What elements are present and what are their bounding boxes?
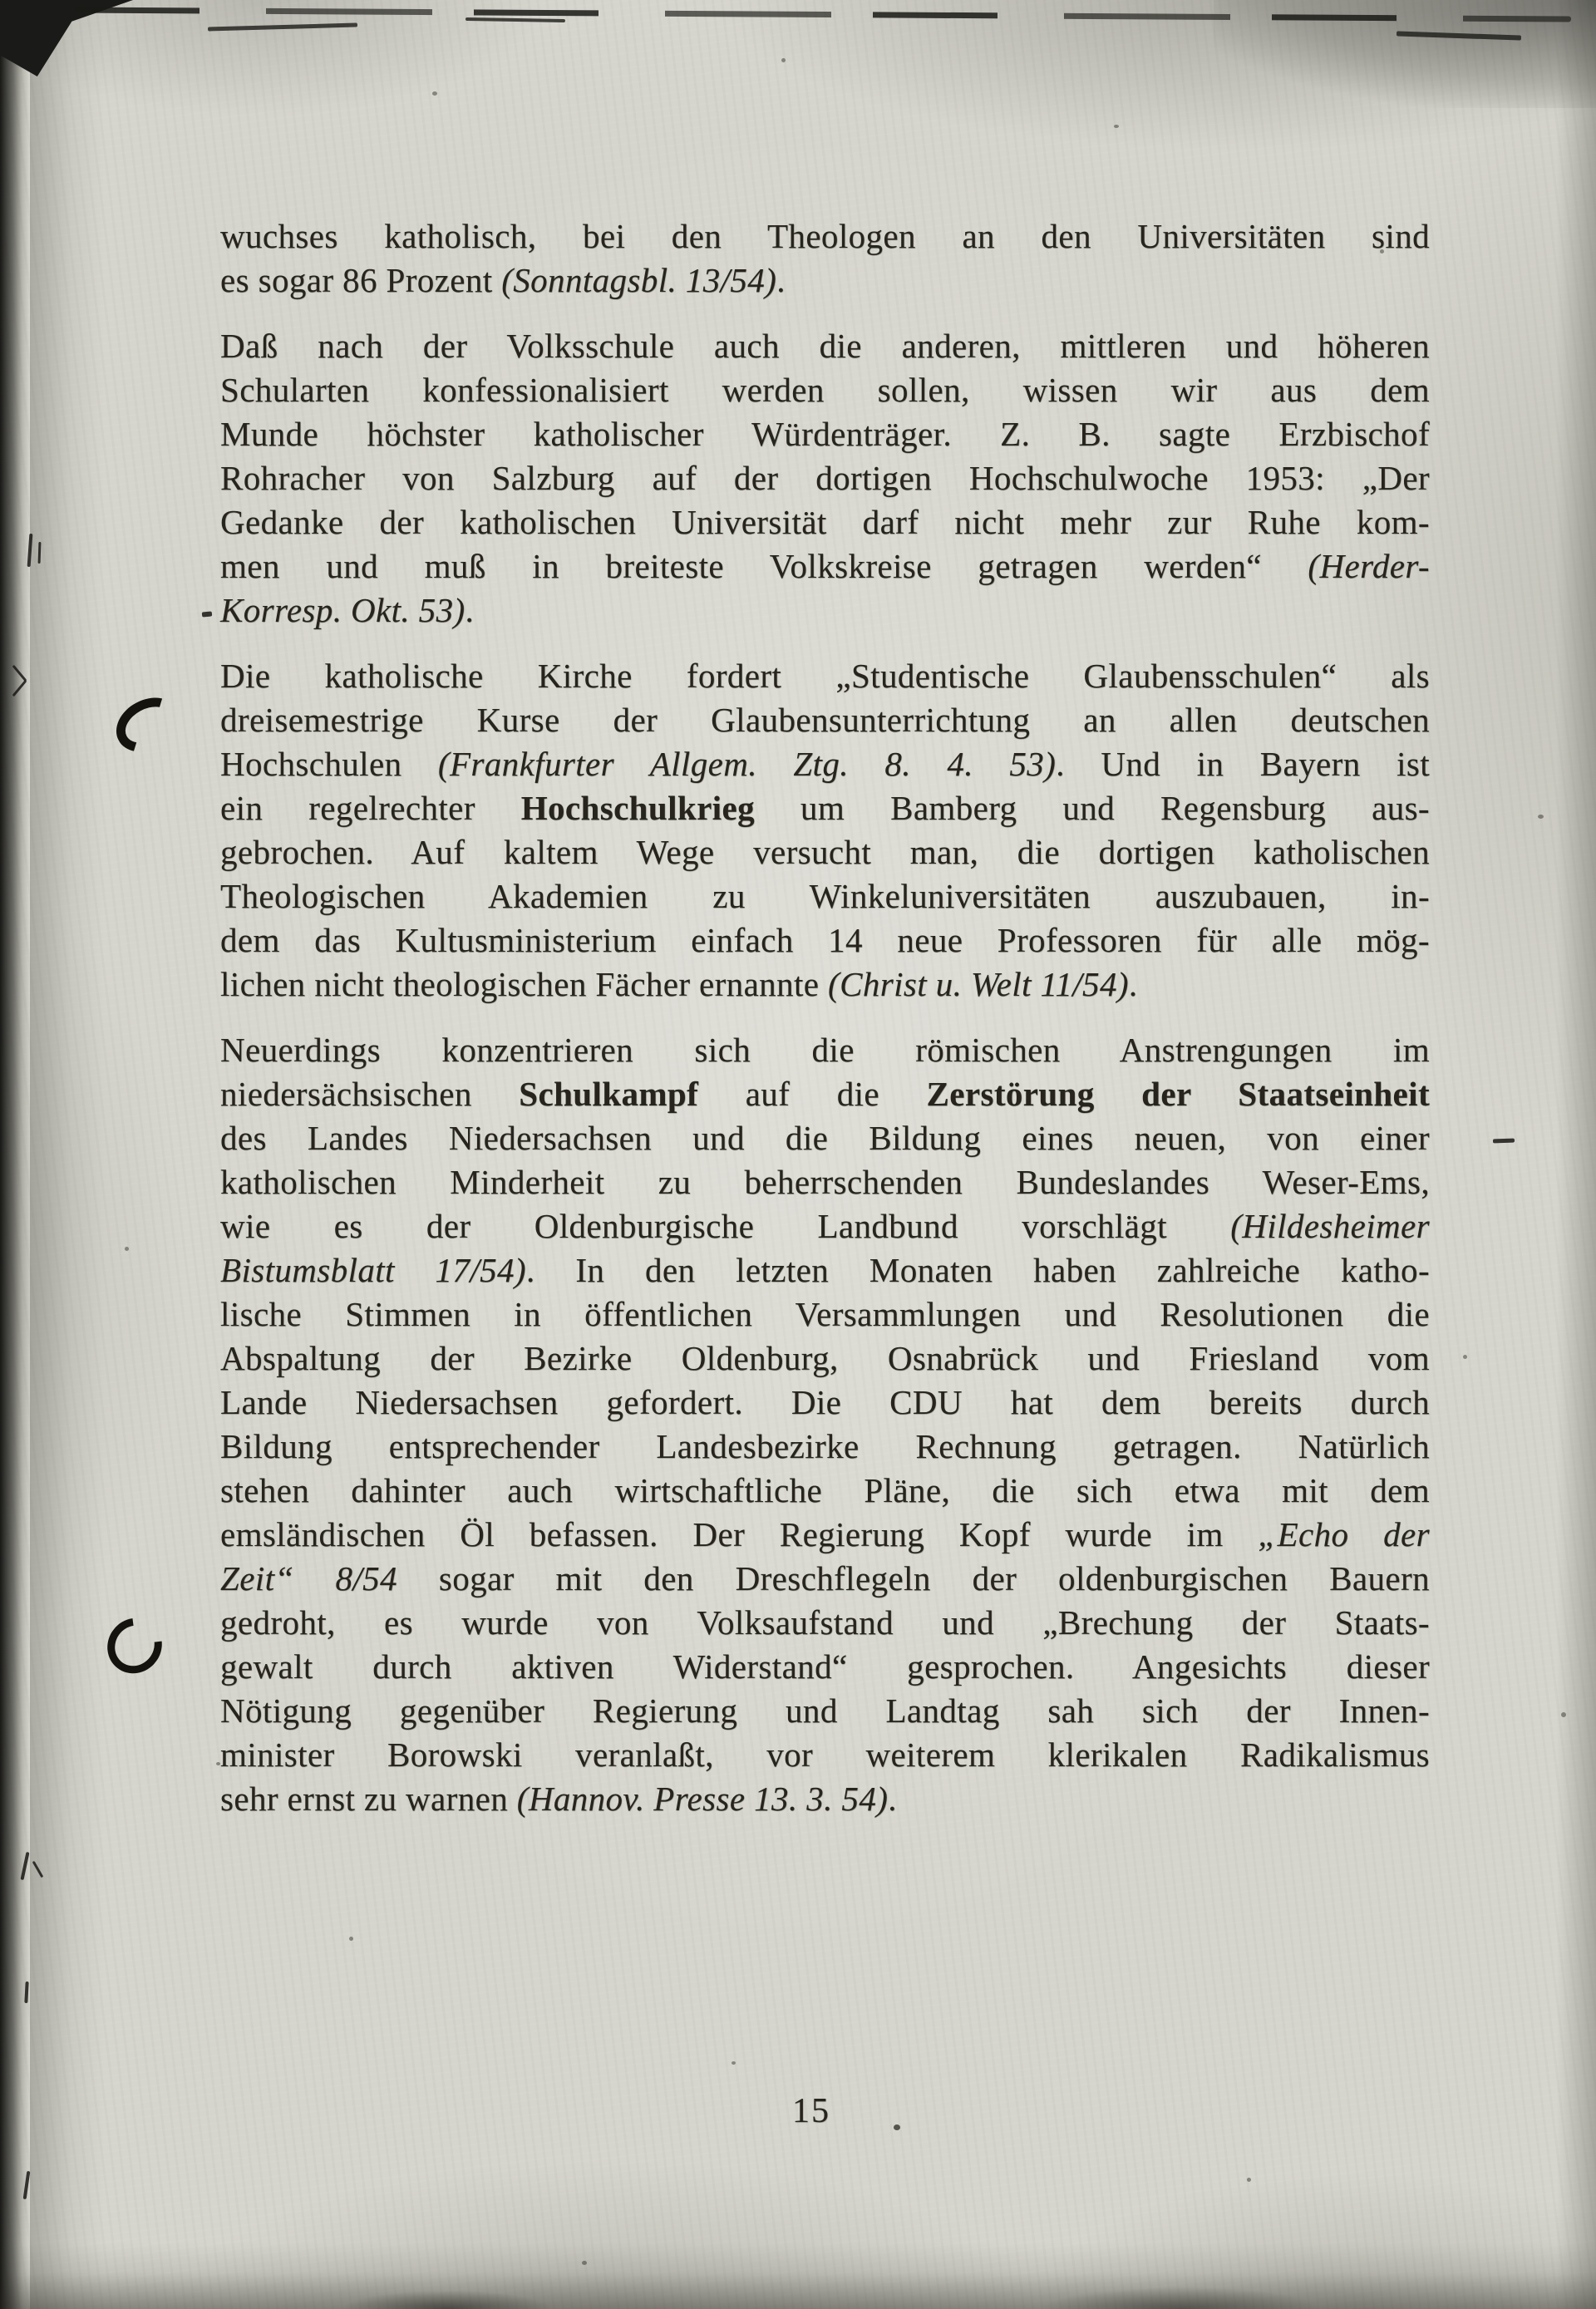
paragraph bbox=[220, 324, 1430, 633]
text-segment: lische Stimmen in öffentlichen Versammlungen und Resolutionen die bbox=[220, 1295, 1430, 1333]
text-segment: stehen dahinter auch wirtschaftliche Pläne, die sich etwa mit dem bbox=[220, 1471, 1430, 1509]
text-segment: dem das Kultusministerium einfach 14 neue Professoren für alle mög- bbox=[220, 921, 1430, 959]
page-number-speck bbox=[894, 2124, 900, 2130]
right-edge-shade bbox=[1556, 0, 1596, 2309]
text-line bbox=[220, 1337, 1430, 1381]
margin-dot bbox=[202, 611, 213, 617]
text-segment: wuchses katholisch, bei den Theologen an den Universitäten sind bbox=[220, 217, 1430, 255]
bottom-edge-shade bbox=[0, 2243, 1596, 2309]
text-segment: Schulkampf bbox=[519, 1075, 699, 1113]
text-segment: Nötigung gegenüber Regierung und Landtag sah sich der Innen- bbox=[220, 1691, 1430, 1730]
scan-speck bbox=[349, 1937, 353, 1941]
scan-speck bbox=[432, 91, 437, 96]
text-segment: minister Borowski veranlaßt, vor weiterem klerikalen Radikalismus bbox=[220, 1735, 1430, 1774]
text-segment: Daß nach der Volksschule auch die anderen, mittleren und höheren bbox=[220, 327, 1430, 365]
text-segment: Hochschulen bbox=[220, 745, 438, 783]
text-segment: . bbox=[776, 261, 786, 299]
scan-speck bbox=[1463, 1355, 1467, 1359]
text-segment: gedroht, es wurde von Volksaufstand und „Brechung der Staats- bbox=[220, 1603, 1430, 1642]
text-segment: Theologischen Akademien zu Winkeluniversitäten auszubauen, in- bbox=[220, 877, 1430, 915]
text-segment: Rohracher von Salzburg auf der dortigen Hochschulwoche 1953: „Der bbox=[220, 459, 1430, 497]
text-segment: . bbox=[1128, 965, 1138, 1003]
text-segment: . bbox=[888, 1780, 897, 1818]
text-line bbox=[220, 874, 1430, 918]
text-line bbox=[220, 500, 1430, 544]
book-spine-shadow bbox=[0, 0, 30, 2309]
text-segment: wie es der Oldenburgische Landbund vorschlägt bbox=[220, 1207, 1231, 1245]
text-segment: Zerstörung der Staatseinheit bbox=[926, 1075, 1430, 1113]
text-segment: auf die bbox=[698, 1075, 927, 1113]
text-segment: niedersächsischen bbox=[220, 1075, 520, 1113]
text-line bbox=[220, 1381, 1430, 1425]
text-segment: Neuerdings konzentrieren sich die römischen Anstrengungen im bbox=[220, 1031, 1430, 1069]
text-segment: (Sonntagsbl. 13/54) bbox=[501, 261, 777, 299]
scan-speck bbox=[1538, 815, 1544, 819]
text-line bbox=[220, 786, 1430, 830]
text-segment: (Hannov. Presse 13. 3. 54) bbox=[516, 1780, 889, 1818]
text-line bbox=[220, 1777, 1430, 1821]
text-segment: men und muß in breiteste Volkskreise getragen werden“ bbox=[220, 547, 1308, 585]
text-segment: Die katholische Kirche fordert „Studentische Glaubensschulen“ als bbox=[220, 657, 1430, 695]
text-line bbox=[220, 1425, 1430, 1469]
text-line bbox=[220, 654, 1430, 698]
paragraph bbox=[220, 214, 1430, 303]
text-segment: ein regelrechter bbox=[220, 789, 521, 827]
text-line bbox=[220, 324, 1430, 368]
text-segment: . In den letzten Monaten haben zahlreiche katho- bbox=[525, 1251, 1431, 1289]
text-segment: Hochschulkrieg bbox=[520, 789, 755, 827]
text-segment: Gedanke der katholischen Universität darf nicht mehr zur Ruhe kom- bbox=[220, 503, 1430, 541]
left-edge-shadow bbox=[30, 0, 105, 2309]
text-segment: Zeit“ 8/54 bbox=[220, 1559, 397, 1598]
text-segment: (Hildesheimer bbox=[1230, 1207, 1430, 1245]
scan-speck bbox=[1114, 125, 1119, 128]
text-line bbox=[220, 544, 1430, 588]
text-line bbox=[220, 698, 1430, 742]
margin-dash bbox=[1493, 1139, 1515, 1144]
text-line bbox=[220, 588, 1430, 633]
text-line bbox=[220, 1601, 1430, 1645]
text-segment: Munde höchster katholischer Würdenträger. Z. B. sagte Erzbischof bbox=[220, 415, 1430, 453]
text-segment: gewalt durch aktiven Widerstand“ gesprochen. Angesichts dieser bbox=[220, 1647, 1430, 1686]
text-segment: dreisemestrige Kurse der Glaubensunterrichtung an allen deutschen bbox=[220, 701, 1430, 739]
text-line bbox=[220, 1160, 1430, 1204]
text-line bbox=[220, 918, 1430, 962]
scan-speck bbox=[1247, 2178, 1251, 2182]
paragraph bbox=[220, 1028, 1430, 1821]
text-line bbox=[220, 1513, 1430, 1557]
text-segment: um Bamberg und Regensburg aus- bbox=[754, 789, 1430, 827]
text-line bbox=[220, 1557, 1430, 1601]
scan-speck bbox=[125, 1247, 129, 1251]
text-line bbox=[220, 258, 1430, 303]
text-line bbox=[220, 1204, 1430, 1248]
paragraph bbox=[220, 654, 1430, 1007]
text-line bbox=[220, 456, 1430, 500]
text-line bbox=[220, 1116, 1430, 1160]
text-segment: Korresp. Okt. 53) bbox=[220, 591, 466, 629]
text-segment: Schularten konfessionalisiert werden sollen, wissen wir aus dem bbox=[220, 371, 1430, 409]
text-line bbox=[220, 1028, 1430, 1072]
text-segment: (Christ u. Welt 11/54) bbox=[828, 965, 1129, 1003]
text-line bbox=[220, 1248, 1430, 1292]
text-segment: . bbox=[465, 591, 475, 629]
scan-speck bbox=[781, 58, 786, 62]
text-segment: sogar mit den Dreschflegeln der oldenburgischen Bauern bbox=[397, 1559, 1430, 1598]
text-segment: Bistumsblatt 17/54) bbox=[220, 1251, 526, 1289]
text-line bbox=[220, 1469, 1430, 1513]
text-segment: emsländischen Öl befassen. Der Regierung Kopf wurde im bbox=[220, 1515, 1259, 1553]
text-segment: es sogar 86 Prozent bbox=[220, 261, 502, 299]
text-segment: Lande Niedersachsen gefordert. Die CDU hat dem bereits durch bbox=[220, 1383, 1430, 1421]
text-segment: . Und in Bayern ist bbox=[1056, 745, 1431, 783]
scan-speck bbox=[582, 2261, 587, 2265]
scan-speck bbox=[1561, 1712, 1566, 1717]
text-segment: lichen nicht theologischen Fächer ernannte bbox=[220, 965, 829, 1003]
page-number: 15 bbox=[792, 2092, 830, 2130]
document-text bbox=[220, 214, 1430, 1843]
text-segment: katholischen Minderheit zu beherrschenden Bundeslandes Weser-Ems, bbox=[220, 1163, 1430, 1201]
text-line bbox=[220, 742, 1430, 786]
text-line bbox=[220, 368, 1430, 412]
text-segment: des Landes Niedersachsen und die Bildung eines neuen, von einer bbox=[220, 1119, 1430, 1157]
text-segment: sehr ernst zu warnen bbox=[220, 1780, 517, 1818]
text-line bbox=[220, 412, 1430, 456]
text-segment: Bildung entsprechender Landesbezirke Rechnung getragen. Natürlich bbox=[220, 1427, 1430, 1465]
text-line bbox=[220, 1072, 1430, 1116]
text-segment: (Frankfurter Allgem. Ztg. 8. 4. 53) bbox=[437, 745, 1057, 783]
text-line bbox=[220, 1645, 1430, 1689]
text-line bbox=[220, 830, 1430, 874]
text-segment: (Herder- bbox=[1308, 547, 1430, 585]
text-line bbox=[220, 214, 1430, 258]
text-line bbox=[220, 962, 1430, 1007]
text-segment: Abspaltung der Bezirke Oldenburg, Osnabrück und Friesland vom bbox=[220, 1339, 1430, 1377]
text-segment: gebrochen. Auf kaltem Wege versucht man, die dortigen katholischen bbox=[220, 833, 1430, 871]
text-line bbox=[220, 1292, 1430, 1337]
text-line bbox=[220, 1689, 1430, 1733]
text-segment: „Echo der bbox=[1258, 1515, 1430, 1553]
text-line bbox=[220, 1733, 1430, 1777]
scan-speck bbox=[732, 2061, 736, 2065]
